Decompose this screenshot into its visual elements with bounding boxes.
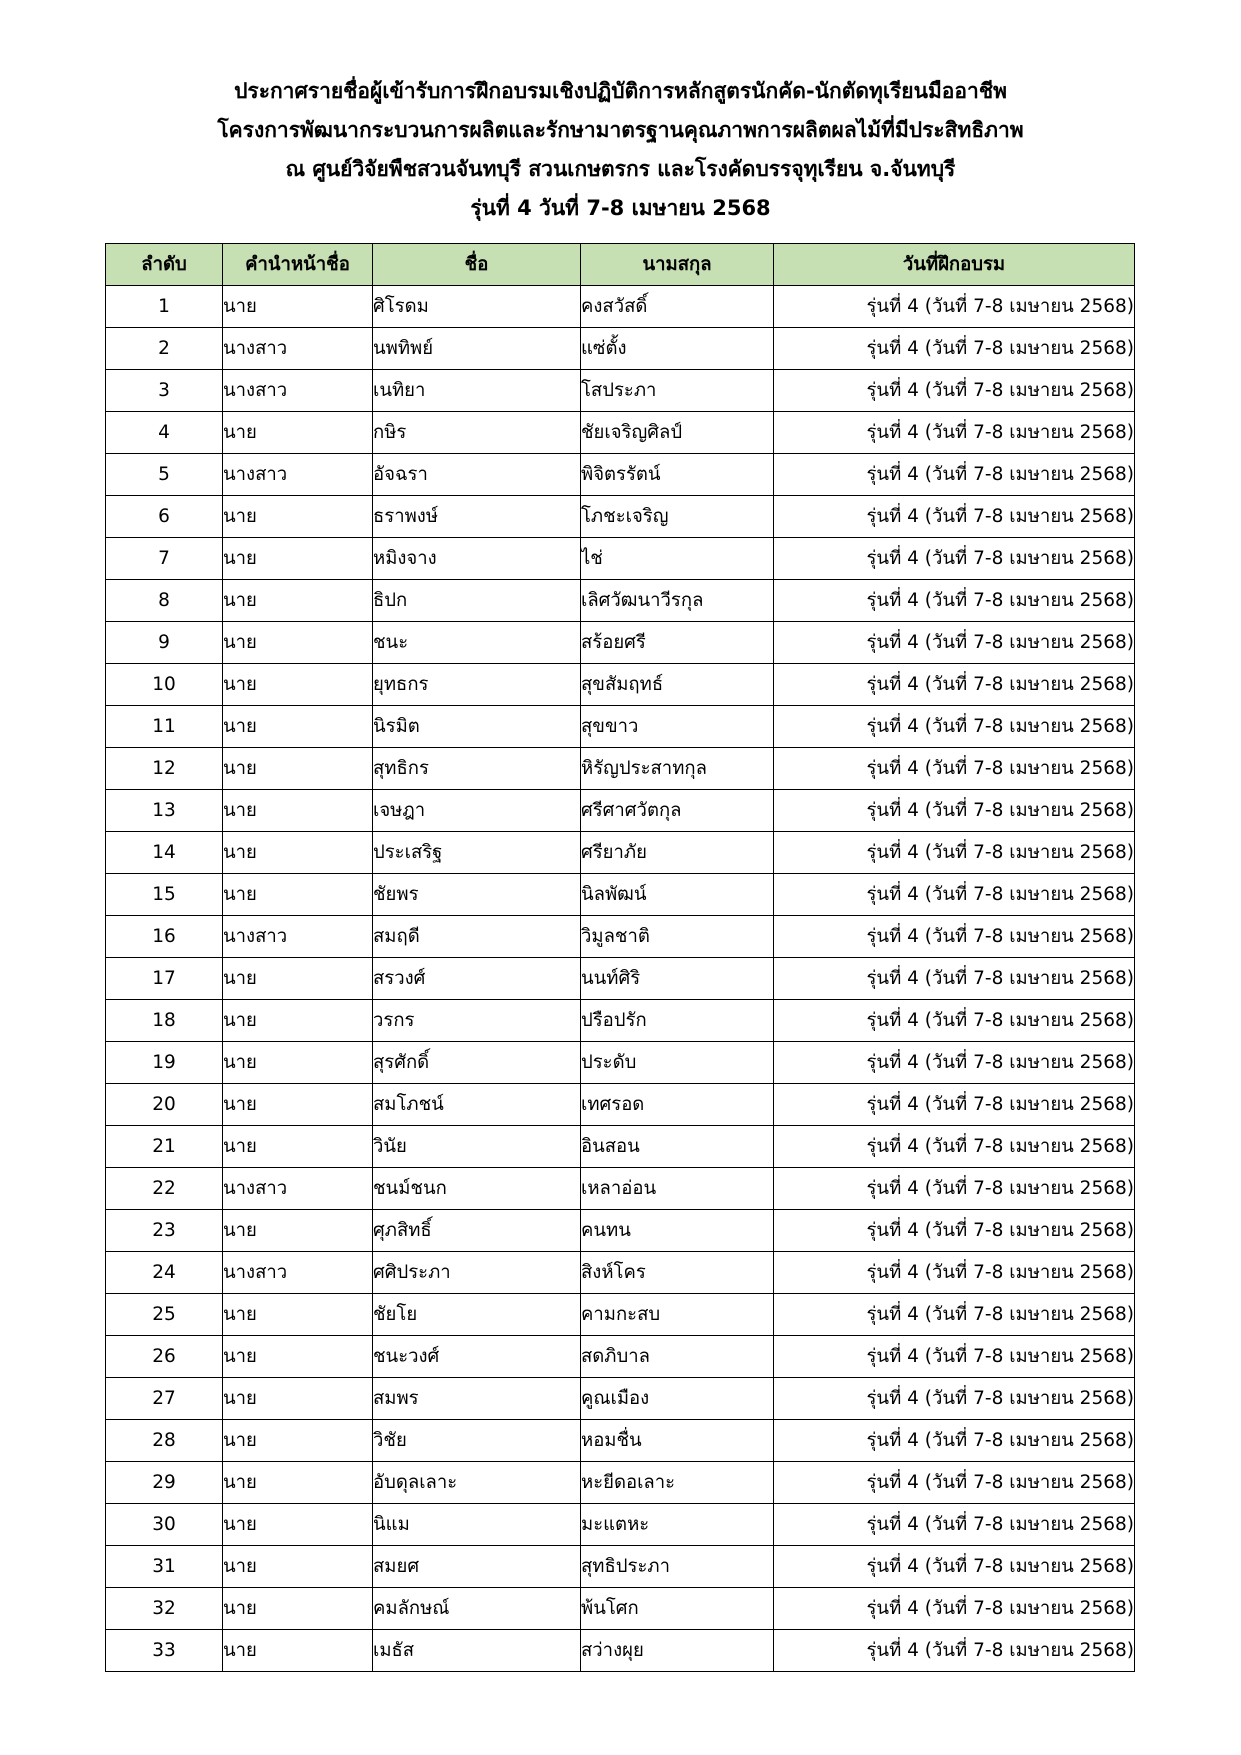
cell-training-date: รุ่นที่ 4 (วันที่ 7-8 เมษายน 2568) — [774, 286, 1135, 328]
cell-title: นาย — [223, 1630, 373, 1672]
table-row — [106, 1546, 1135, 1588]
cell-last-name: สว่างผุย — [581, 1630, 774, 1672]
cell-title: นาย — [223, 1042, 373, 1084]
cell-training-date: รุ่นที่ 4 (วันที่ 7-8 เมษายน 2568) — [774, 580, 1135, 622]
table-row — [106, 1210, 1135, 1252]
cell-last-name: สุขขาว — [581, 706, 774, 748]
cell-last-name: สดภิบาล — [581, 1336, 774, 1378]
cell-training-date: รุ่นที่ 4 (วันที่ 7-8 เมษายน 2568) — [774, 1168, 1135, 1210]
cell-first-name: ชัยโย — [373, 1294, 581, 1336]
cell-first-name: ชนะวงศ์ — [373, 1336, 581, 1378]
cell-training-date: รุ่นที่ 4 (วันที่ 7-8 เมษายน 2568) — [774, 748, 1135, 790]
cell-training-date: รุ่นที่ 4 (วันที่ 7-8 เมษายน 2568) — [774, 370, 1135, 412]
table-row — [106, 958, 1135, 1000]
participant-table — [105, 243, 1135, 1672]
table-row — [106, 1588, 1135, 1630]
cell-first-name: สมฤดี — [373, 916, 581, 958]
cell-training-date: รุ่นที่ 4 (วันที่ 7-8 เมษายน 2568) — [774, 1252, 1135, 1294]
cell-first-name: วิชัย — [373, 1420, 581, 1462]
cell-title: นาย — [223, 874, 373, 916]
cell-title: นาย — [223, 412, 373, 454]
cell-no: 24 — [106, 1252, 223, 1294]
cell-last-name: สร้อยศรี — [581, 622, 774, 664]
cell-training-date: รุ่นที่ 4 (วันที่ 7-8 เมษายน 2568) — [774, 328, 1135, 370]
header-line-1: ประกาศรายชื่อผู้เข้ารับการฝึกอบรมเชิงปฏิบัติการหลักสูตรนักคัด-นักตัดทุเรียนมืออาชีพ — [234, 79, 1007, 103]
cell-no: 21 — [106, 1126, 223, 1168]
table-row — [106, 286, 1135, 328]
cell-first-name: ชนะ — [373, 622, 581, 664]
cell-no: 30 — [106, 1504, 223, 1546]
cell-first-name: วินัย — [373, 1126, 581, 1168]
cell-title: นาย — [223, 1210, 373, 1252]
cell-title: นาย — [223, 706, 373, 748]
table-row — [106, 748, 1135, 790]
table-row — [106, 538, 1135, 580]
cell-first-name: นิแม — [373, 1504, 581, 1546]
cell-first-name: นพทิพย์ — [373, 328, 581, 370]
cell-title: นาย — [223, 664, 373, 706]
cell-first-name: นิรมิต — [373, 706, 581, 748]
cell-title: นางสาว — [223, 916, 373, 958]
table-row — [106, 1336, 1135, 1378]
cell-first-name: สมยศ — [373, 1546, 581, 1588]
cell-last-name: ปรือปรัก — [581, 1000, 774, 1042]
cell-training-date: รุ่นที่ 4 (วันที่ 7-8 เมษายน 2568) — [774, 622, 1135, 664]
cell-last-name: คนทน — [581, 1210, 774, 1252]
cell-training-date: รุ่นที่ 4 (วันที่ 7-8 เมษายน 2568) — [774, 958, 1135, 1000]
cell-no: 17 — [106, 958, 223, 1000]
cell-title: นาย — [223, 538, 373, 580]
cell-no: 16 — [106, 916, 223, 958]
cell-title: นาย — [223, 748, 373, 790]
cell-no: 23 — [106, 1210, 223, 1252]
cell-last-name: ศรียาภัย — [581, 832, 774, 874]
cell-training-date: รุ่นที่ 4 (วันที่ 7-8 เมษายน 2568) — [774, 538, 1135, 580]
cell-first-name: ศศิประภา — [373, 1252, 581, 1294]
cell-last-name: สิงห์โคร — [581, 1252, 774, 1294]
cell-no: 8 — [106, 580, 223, 622]
cell-title: นาย — [223, 1294, 373, 1336]
cell-no: 5 — [106, 454, 223, 496]
cell-title: นางสาว — [223, 1252, 373, 1294]
column-header-no: ลำดับ — [106, 244, 223, 286]
cell-first-name: หมิงจาง — [373, 538, 581, 580]
table-row — [106, 1252, 1135, 1294]
cell-no: 10 — [106, 664, 223, 706]
cell-first-name: ศิโรดม — [373, 286, 581, 328]
cell-training-date: รุ่นที่ 4 (วันที่ 7-8 เมษายน 2568) — [774, 1378, 1135, 1420]
header-line-2: โครงการพัฒนากระบวนการผลิตและรักษามาตรฐานคุณภาพการผลิตผลไม้ที่มีประสิทธิภาพ — [217, 118, 1024, 142]
cell-training-date: รุ่นที่ 4 (วันที่ 7-8 เมษายน 2568) — [774, 1294, 1135, 1336]
column-header-title: คำนำหน้าชื่อ — [223, 244, 373, 286]
cell-first-name: สุรศักดิ์ — [373, 1042, 581, 1084]
cell-no: 2 — [106, 328, 223, 370]
cell-last-name: คามกะสบ — [581, 1294, 774, 1336]
cell-first-name: ประเสริฐ — [373, 832, 581, 874]
cell-first-name: สมโภชน์ — [373, 1084, 581, 1126]
table-row — [106, 328, 1135, 370]
cell-title: นาย — [223, 496, 373, 538]
cell-last-name: ชัยเจริญศิลป์ — [581, 412, 774, 454]
table-row — [106, 622, 1135, 664]
cell-title: นาย — [223, 1336, 373, 1378]
table-row — [106, 1126, 1135, 1168]
cell-first-name: ชนม์ชนก — [373, 1168, 581, 1210]
cell-last-name: โภชะเจริญ — [581, 496, 774, 538]
table-body — [106, 286, 1135, 1672]
cell-no: 32 — [106, 1588, 223, 1630]
cell-first-name: สมพร — [373, 1378, 581, 1420]
cell-training-date: รุ่นที่ 4 (วันที่ 7-8 เมษายน 2568) — [774, 1630, 1135, 1672]
cell-title: นาย — [223, 832, 373, 874]
table-row — [106, 1294, 1135, 1336]
column-header-last-name: นามสกุล — [581, 244, 774, 286]
cell-last-name: มะแตหะ — [581, 1504, 774, 1546]
cell-title: นางสาว — [223, 1168, 373, 1210]
cell-title: นาย — [223, 1462, 373, 1504]
cell-first-name: เนทิยา — [373, 370, 581, 412]
cell-no: 28 — [106, 1420, 223, 1462]
cell-training-date: รุ่นที่ 4 (วันที่ 7-8 เมษายน 2568) — [774, 916, 1135, 958]
cell-last-name: ไช่ — [581, 538, 774, 580]
cell-last-name: สุขสัมฤทธ์ — [581, 664, 774, 706]
cell-no: 4 — [106, 412, 223, 454]
cell-last-name: นนท์ศิริ — [581, 958, 774, 1000]
table-row — [106, 790, 1135, 832]
cell-training-date: รุ่นที่ 4 (วันที่ 7-8 เมษายน 2568) — [774, 1336, 1135, 1378]
column-header-training-date: วันที่ฝึกอบรม — [774, 244, 1135, 286]
cell-training-date: รุ่นที่ 4 (วันที่ 7-8 เมษายน 2568) — [774, 874, 1135, 916]
cell-title: นาย — [223, 1420, 373, 1462]
cell-no: 26 — [106, 1336, 223, 1378]
cell-title: นาย — [223, 1126, 373, 1168]
cell-last-name: โสประภา — [581, 370, 774, 412]
cell-first-name: ยุทธกร — [373, 664, 581, 706]
cell-training-date: รุ่นที่ 4 (วันที่ 7-8 เมษายน 2568) — [774, 454, 1135, 496]
cell-first-name: กษิร — [373, 412, 581, 454]
table-row — [106, 1084, 1135, 1126]
cell-title: นาย — [223, 790, 373, 832]
cell-training-date: รุ่นที่ 4 (วันที่ 7-8 เมษายน 2568) — [774, 1504, 1135, 1546]
cell-title: นาย — [223, 1084, 373, 1126]
cell-last-name: วิมูลชาติ — [581, 916, 774, 958]
table-row — [106, 496, 1135, 538]
cell-title: นางสาว — [223, 454, 373, 496]
table-row — [106, 874, 1135, 916]
cell-no: 19 — [106, 1042, 223, 1084]
cell-no: 25 — [106, 1294, 223, 1336]
cell-first-name: ชัยพร — [373, 874, 581, 916]
cell-no: 20 — [106, 1084, 223, 1126]
cell-first-name: ธิปก — [373, 580, 581, 622]
cell-last-name: พิจิตรรัตน์ — [581, 454, 774, 496]
cell-no: 12 — [106, 748, 223, 790]
cell-last-name: ศรีศาศวัตกุล — [581, 790, 774, 832]
cell-first-name: เมธัส — [373, 1630, 581, 1672]
table-row — [106, 370, 1135, 412]
cell-last-name: ประดับ — [581, 1042, 774, 1084]
cell-title: นาย — [223, 958, 373, 1000]
header-line-4: รุ่นที่ 4 วันที่ 7-8 เมษายน 2568 — [470, 196, 771, 220]
cell-training-date: รุ่นที่ 4 (วันที่ 7-8 เมษายน 2568) — [774, 1588, 1135, 1630]
cell-last-name: หิรัญประสาทกุล — [581, 748, 774, 790]
header-line-3: ณ ศูนย์วิจัยพืชสวนจันทบุรี สวนเกษตรกร และโรงคัดบรรจุทุเรียน จ.จันทบุรี — [285, 157, 956, 181]
table-row — [106, 1042, 1135, 1084]
cell-last-name: แซ่ตั้ง — [581, 328, 774, 370]
cell-last-name: คูณเมือง — [581, 1378, 774, 1420]
cell-no: 14 — [106, 832, 223, 874]
cell-last-name: พ้นโศก — [581, 1588, 774, 1630]
cell-first-name: สุทธิกร — [373, 748, 581, 790]
table-row — [106, 1462, 1135, 1504]
cell-no: 29 — [106, 1462, 223, 1504]
cell-no: 31 — [106, 1546, 223, 1588]
cell-no: 13 — [106, 790, 223, 832]
cell-first-name: ธราพงษ์ — [373, 496, 581, 538]
cell-no: 3 — [106, 370, 223, 412]
cell-first-name: ศุภสิทธิ์ — [373, 1210, 581, 1252]
cell-last-name: นิลพัฒน์ — [581, 874, 774, 916]
cell-last-name: เลิศวัฒนาวีรกุล — [581, 580, 774, 622]
cell-no: 27 — [106, 1378, 223, 1420]
cell-last-name: หอมชื่น — [581, 1420, 774, 1462]
cell-first-name: เจษฎา — [373, 790, 581, 832]
cell-first-name: คมลักษณ์ — [373, 1588, 581, 1630]
cell-title: นาย — [223, 1504, 373, 1546]
cell-title: นางสาว — [223, 370, 373, 412]
cell-no: 7 — [106, 538, 223, 580]
cell-training-date: รุ่นที่ 4 (วันที่ 7-8 เมษายน 2568) — [774, 1126, 1135, 1168]
cell-last-name: คงสวัสดิ์ — [581, 286, 774, 328]
cell-no: 9 — [106, 622, 223, 664]
table-row — [106, 580, 1135, 622]
cell-last-name: หะยีดอเลาะ — [581, 1462, 774, 1504]
table-row — [106, 412, 1135, 454]
cell-training-date: รุ่นที่ 4 (วันที่ 7-8 เมษายน 2568) — [774, 1420, 1135, 1462]
cell-training-date: รุ่นที่ 4 (วันที่ 7-8 เมษายน 2568) — [774, 706, 1135, 748]
table-row — [106, 1000, 1135, 1042]
cell-first-name: อัจฉรา — [373, 454, 581, 496]
cell-title: นาย — [223, 580, 373, 622]
cell-training-date: รุ่นที่ 4 (วันที่ 7-8 เมษายน 2568) — [774, 664, 1135, 706]
table-row — [106, 1504, 1135, 1546]
cell-title: นาย — [223, 1378, 373, 1420]
cell-title: นาย — [223, 1000, 373, 1042]
cell-training-date: รุ่นที่ 4 (วันที่ 7-8 เมษายน 2568) — [774, 412, 1135, 454]
cell-last-name: สุทธิประภา — [581, 1546, 774, 1588]
cell-title: นาย — [223, 1546, 373, 1588]
table-row — [106, 706, 1135, 748]
cell-last-name: อินสอน — [581, 1126, 774, 1168]
cell-no: 6 — [106, 496, 223, 538]
cell-title: นาย — [223, 286, 373, 328]
cell-first-name: อับดุลเลาะ — [373, 1462, 581, 1504]
cell-training-date: รุ่นที่ 4 (วันที่ 7-8 เมษายน 2568) — [774, 1000, 1135, 1042]
table-row — [106, 1420, 1135, 1462]
table-header-row — [106, 244, 1135, 286]
cell-no: 1 — [106, 286, 223, 328]
cell-no: 15 — [106, 874, 223, 916]
column-header-first-name: ชื่อ — [373, 244, 581, 286]
cell-training-date: รุ่นที่ 4 (วันที่ 7-8 เมษายน 2568) — [774, 832, 1135, 874]
cell-training-date: รุ่นที่ 4 (วันที่ 7-8 เมษายน 2568) — [774, 496, 1135, 538]
cell-training-date: รุ่นที่ 4 (วันที่ 7-8 เมษายน 2568) — [774, 1084, 1135, 1126]
cell-training-date: รุ่นที่ 4 (วันที่ 7-8 เมษายน 2568) — [774, 790, 1135, 832]
cell-title: นาย — [223, 622, 373, 664]
cell-first-name: วรกร — [373, 1000, 581, 1042]
cell-title: นาย — [223, 1588, 373, 1630]
table-row — [106, 1630, 1135, 1672]
cell-no: 33 — [106, 1630, 223, 1672]
cell-training-date: รุ่นที่ 4 (วันที่ 7-8 เมษายน 2568) — [774, 1546, 1135, 1588]
cell-title: นางสาว — [223, 328, 373, 370]
cell-first-name: สรวงศ์ — [373, 958, 581, 1000]
table-row — [106, 1168, 1135, 1210]
table-row — [106, 454, 1135, 496]
cell-no: 11 — [106, 706, 223, 748]
table-row — [106, 664, 1135, 706]
table-row — [106, 832, 1135, 874]
cell-no: 22 — [106, 1168, 223, 1210]
table-row — [106, 916, 1135, 958]
cell-training-date: รุ่นที่ 4 (วันที่ 7-8 เมษายน 2568) — [774, 1462, 1135, 1504]
cell-last-name: เหลาอ่อน — [581, 1168, 774, 1210]
document-header — [0, 72, 1241, 228]
cell-training-date: รุ่นที่ 4 (วันที่ 7-8 เมษายน 2568) — [774, 1210, 1135, 1252]
cell-no: 18 — [106, 1000, 223, 1042]
table-row — [106, 1378, 1135, 1420]
cell-last-name: เทศรอด — [581, 1084, 774, 1126]
cell-training-date: รุ่นที่ 4 (วันที่ 7-8 เมษายน 2568) — [774, 1042, 1135, 1084]
